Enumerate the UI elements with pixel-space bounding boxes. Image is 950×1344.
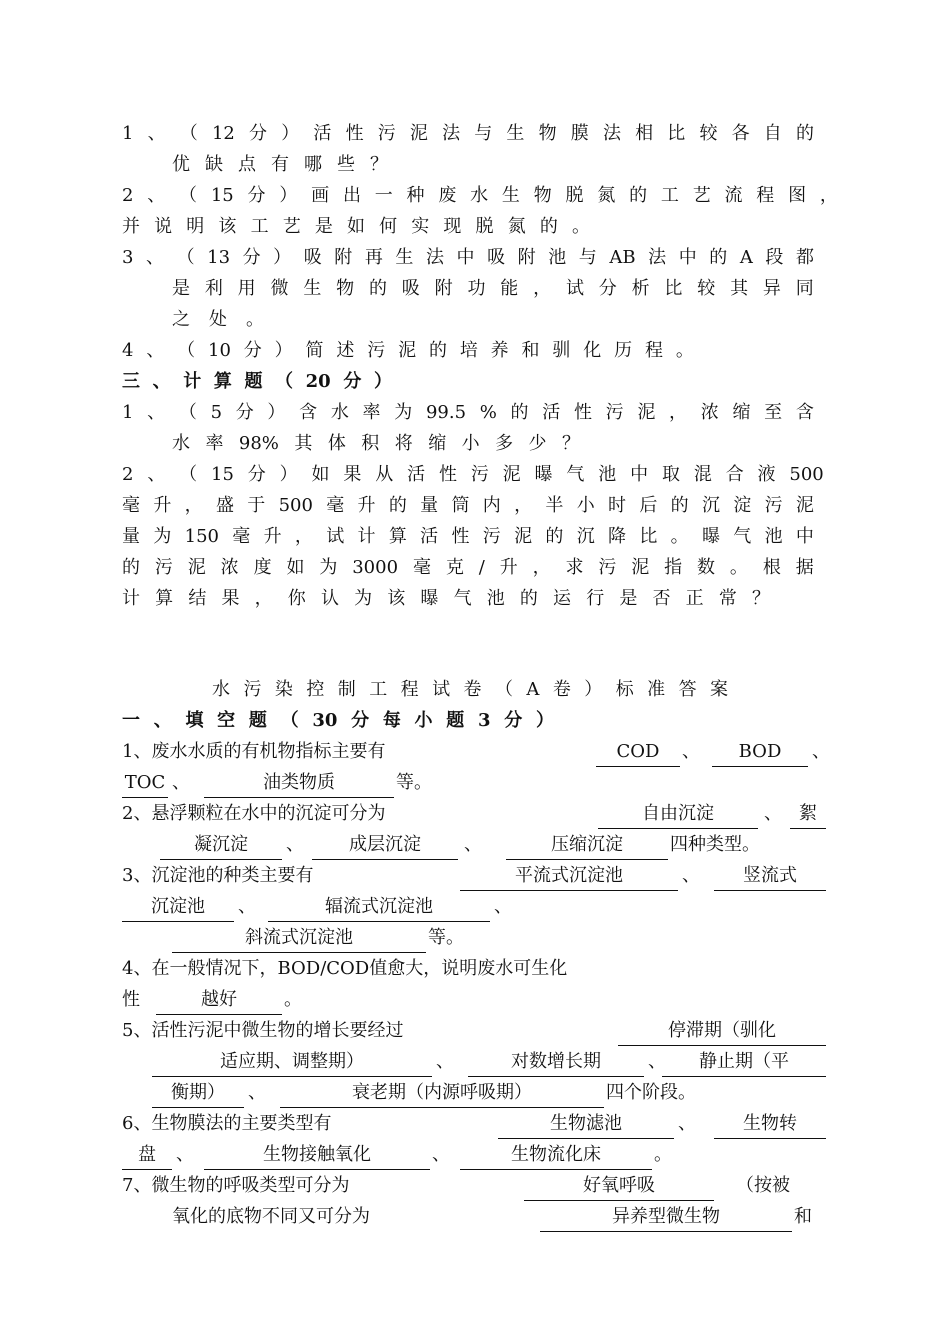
separator: 、 [176,1144,194,1165]
question-text: 7、微生物的呼吸类型可分为 [122,1175,350,1196]
answer-blank: 衡期） [152,1077,244,1108]
text-line [0,304,950,335]
answer-blank: 好氧呼吸 [524,1170,714,1201]
line-text: 3 、 （ 13 分 ） 吸 附 再 生 法 中 吸 附 池 与 AB 法 中 的 A 段 都 [122,247,814,268]
question-text: 等。 [396,772,432,793]
line-text: 计 算 结 果 ， 你 认 为 该 曝 气 池 的 运 行 是 否 正 常 ？ [122,588,770,609]
separator: 、 [432,1144,450,1165]
separator: 、 [238,896,256,917]
answer-blank: 对数增长期 [468,1046,644,1077]
separator: 、 [464,834,482,855]
question-text: 。 [284,989,302,1010]
question-text: 2、悬浮颗粒在水中的沉淀可分为 [122,803,386,824]
text-line [0,366,950,397]
answer-blank: 压缩沉淀 [506,829,668,860]
answer-blank: 絮 [790,798,826,829]
line-text: 一 、 填 空 题 （ 30 分 每 小 题 3 分 ） [122,710,554,731]
answer-blank: 衰老期（内源呼吸期） [280,1077,604,1108]
line-text: 优 缺 点 有 哪 些 ？ [172,154,388,175]
answer-line [0,891,950,922]
text-line [0,459,950,490]
answer-line [0,953,950,984]
separator: 、 [812,741,830,762]
text-line [0,180,950,211]
question-text: 四种类型。 [670,834,760,855]
text-line [0,211,950,242]
text-line [0,149,950,180]
separator: 、 [286,834,304,855]
answer-blank: 生物滤池 [498,1108,674,1139]
answer-line [0,984,950,1015]
separator: 、 [682,865,700,886]
answer-line [0,1046,950,1077]
question-text: 。 [654,1144,672,1165]
separator: 、 [678,1113,696,1134]
answer-blank: 生物接触氧化 [204,1139,430,1170]
answer-blank: 盘 [122,1139,172,1170]
question-text: 1、废水水质的有机物指标主要有 [122,741,386,762]
text-line [0,335,950,366]
answer-line [0,860,950,891]
answer-blank: 越好 [156,984,282,1015]
answer-blank: 沉淀池 [122,891,234,922]
question-text: 3、沉淀池的种类主要有 [122,865,314,886]
line-text: 水 污 染 控 制 工 程 试 卷 （ A 卷 ） 标 准 答 案 [212,679,728,700]
answer-blank: 凝沉淀 [160,829,282,860]
answer-blank: 斜流式沉淀池 [172,922,426,953]
question-text: 性 [122,989,140,1010]
question-text: 和 [794,1206,812,1227]
text-line [0,705,950,736]
answer-line [0,736,950,767]
separator: 、 [172,772,190,793]
separator: 、 [764,803,782,824]
answer-line [0,1201,950,1232]
question-text: 四个阶段。 [606,1082,696,1103]
line-text: 2 、 （ 15 分 ） 如 果 从 活 性 污 泥 曝 气 池 中 取 混 合 液 500 [122,464,824,485]
answer-blank: 异养型微生物 [540,1201,792,1232]
line-text: 量 为 150 毫 升 ， 试 计 算 活 性 污 泥 的 沉 降 比 。 曝 气 池 中 [122,526,814,547]
text-line [0,397,950,428]
answer-blank: 油类物质 [204,767,394,798]
text-line [0,583,950,614]
answer-line [0,829,950,860]
answer-blank: 停滞期（驯化 [618,1015,826,1046]
answer-blank: TOC [122,767,168,798]
answer-blank: 平流式沉淀池 [460,860,678,891]
line-text: 1 、 （ 5 分 ） 含 水 率 为 99.5 % 的 活 性 污 泥 ， 浓 缩 至 含 [122,402,814,423]
text-line [0,490,950,521]
text-line [0,242,950,273]
answer-blank: 自由沉淀 [598,798,758,829]
text-line [0,118,950,149]
separator: 、 [682,741,700,762]
answer-line [0,1170,950,1201]
line-text: 的 污 泥 浓 度 如 为 3000 毫 克 / 升 ， 求 污 泥 指 数 。 根 据 [122,557,814,578]
separator: 、 [494,896,512,917]
answer-blank: 生物流化床 [460,1139,652,1170]
answer-line [0,798,950,829]
answer-blank: BOD [712,736,808,767]
text-line [0,552,950,583]
separator: 、 [648,1051,666,1072]
line-text: 1 、 （ 12 分 ） 活 性 污 泥 法 与 生 物 膜 法 相 比 较 各 自 的 [122,123,814,144]
answer-blank: 生物转 [714,1108,826,1139]
answer-line [0,1015,950,1046]
line-text: 毫 升 ， 盛 于 500 毫 升 的 量 筒 内 ， 半 小 时 后 的 沉 淀 污 泥 [122,495,814,516]
line-text: 2 、 （ 15 分 ） 画 出 一 种 废 水 生 物 脱 氮 的 工 艺 流 程 图 ， [122,185,838,206]
question-text: （按被 [736,1175,790,1196]
answer-blank: COD [596,736,680,767]
text-line [0,428,950,459]
answer-blank: 静止期（平 [662,1046,826,1077]
answer-line [0,922,950,953]
answer-line [0,1108,950,1139]
question-text: 6、生物膜法的主要类型有 [122,1113,332,1134]
question-text: 4、在一般情况下，BOD/COD值愈大，说明废水可生化 [122,958,568,979]
line-text: 是 利 用 微 生 物 的 吸 附 功 能 ， 试 分 析 比 较 其 异 同 [172,278,814,299]
answer-blank: 辐流式沉淀池 [268,891,490,922]
line-text: 4 、 （ 10 分 ） 简 述 污 泥 的 培 养 和 驯 化 历 程 。 [122,340,694,361]
text-line [0,674,950,705]
answer-line [0,767,950,798]
answer-line [0,1077,950,1108]
question-text: 5、活性污泥中微生物的增长要经过 [122,1020,404,1041]
line-text: 水 率 98% 其 体 积 将 缩 小 多 少 ？ [172,433,580,454]
answer-blank: 适应期、调整期） [152,1046,432,1077]
separator: 、 [248,1082,266,1103]
line-text: 三 、 计 算 题 （ 20 分 ） [122,371,392,392]
question-text: 氧化的底物不同又可分为 [172,1206,370,1227]
separator: 、 [436,1051,454,1072]
answer-line [0,1139,950,1170]
question-text: 等。 [428,927,464,948]
answer-blank: 成层沉淀 [312,829,458,860]
text-line [0,521,950,552]
text-line [0,273,950,304]
answer-blank: 竖流式 [714,860,826,891]
line-text: 之 处 。 [172,309,264,330]
line-text: 并 说 明 该 工 艺 是 如 何 实 现 脱 氮 的 。 [122,216,590,237]
